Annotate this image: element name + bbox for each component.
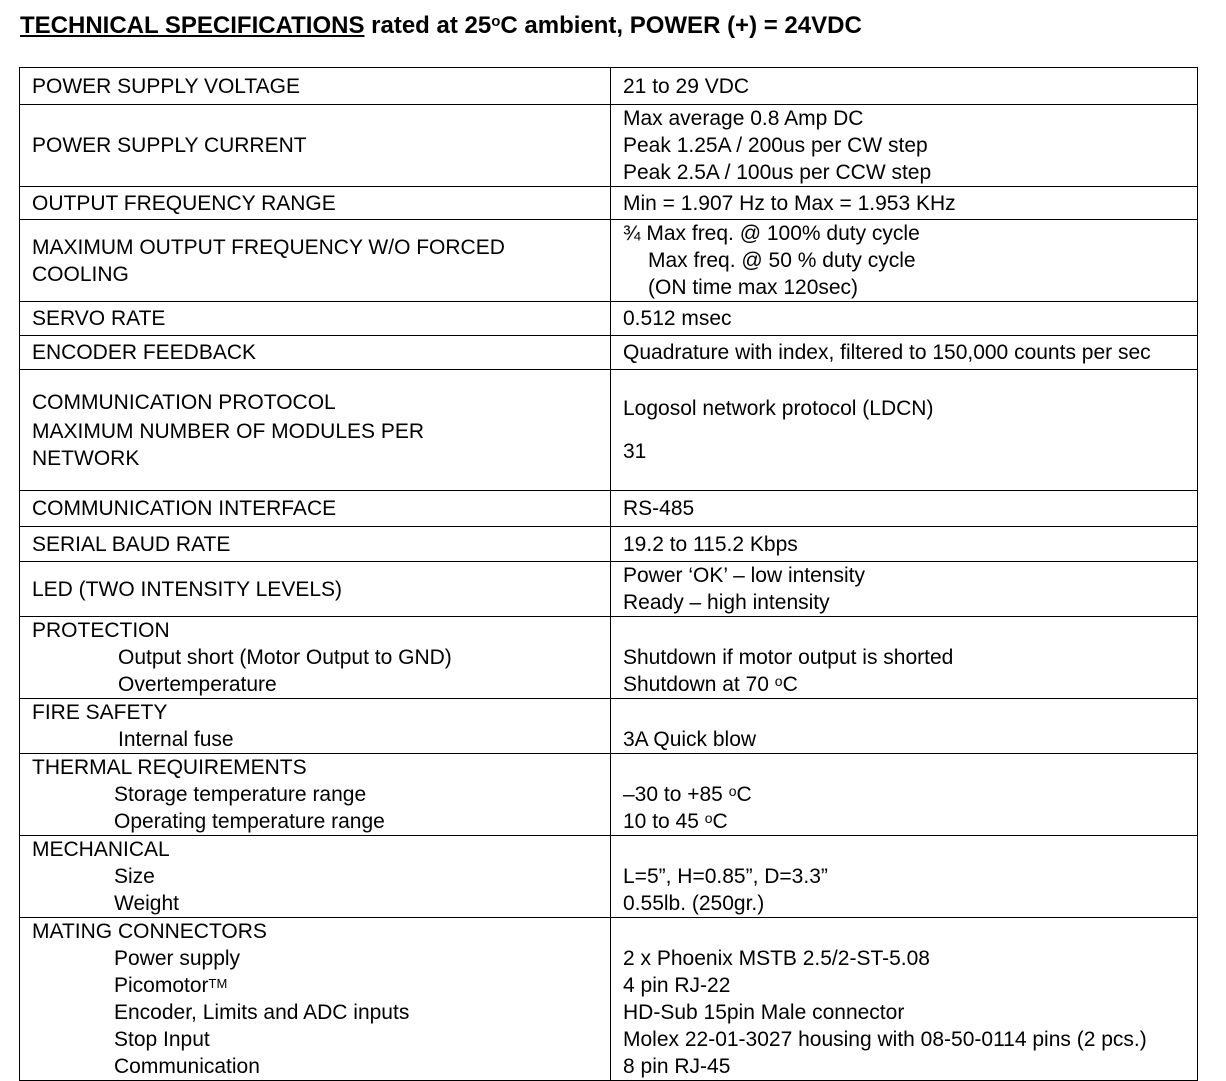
spec-value-line: Molex 22-01-3027 housing with 08-50-0114 pins (2 pcs.) [623,1028,1147,1051]
spec-label: COMMUNICATION INTERFACE [20,491,611,527]
spec-sub-label: Communication [114,1055,260,1078]
spec-value-line [623,781,1185,808]
spec-label [20,617,611,699]
spec-value-line: L=5”, H=0.85”, D=3.3” [623,865,828,888]
degree-symbol: o [728,783,737,799]
spec-label [20,220,611,302]
spec-sub-label: Internal fuse [118,728,234,751]
spec-sub-label [32,972,598,999]
spec-value-line: HD-Sub 15pin Male connector [623,1001,905,1024]
spec-value: Min = 1.907 Hz to Max = 1.953 KHz [611,187,1198,220]
spec-label-line: PROTECTION [32,619,170,642]
degree-symbol: o [704,810,713,826]
table-row [20,836,1198,918]
spec-label-line: MECHANICAL [32,838,170,861]
table-row [20,562,1198,617]
spec-value-text: 10 to 45 [623,810,705,833]
spec-value [611,836,1198,918]
table-row [20,302,1198,336]
spec-value: 21 to 29 VDC [611,68,1198,105]
spec-label: LED (TWO INTENSITY LEVELS) [20,562,611,617]
spec-value: 0.512 msec [611,302,1198,336]
spec-value-line: Ready – high intensity [623,591,830,614]
spec-value-line [623,836,1185,863]
table-row [20,918,1198,1081]
spec-value-line [623,918,1185,945]
spec-value-text: –30 to +85 [623,783,729,806]
degree-symbol: o [774,673,783,689]
spec-label-line: FIRE SAFETY [32,701,168,724]
spec-value [611,918,1198,1081]
spec-value-line: 31 [623,440,647,463]
title-degree: o [491,13,501,30]
spec-value-text: Shutdown at 70 [623,673,775,696]
spec-value [611,754,1198,836]
spec-sub-label-text: Picomotor [114,974,209,997]
table-row [20,699,1198,754]
title-heading: TECHNICAL SPECIFICATIONS [20,12,365,39]
table-row [20,220,1198,302]
spec-sub-label: Size [114,865,155,888]
spec-label-line: NETWORK [32,446,140,470]
spec-label [20,836,611,918]
spec-sub-label: Power supply [114,947,241,970]
spec-value-line [623,671,1185,698]
spec-value-line [623,699,1185,726]
spec-value-text: C [736,783,752,806]
table-row [20,187,1198,220]
spec-value-line: Peak 1.25A / 200us per CW step [623,134,928,157]
spec-value: 19.2 to 115.2 Kbps [611,527,1198,562]
spec-value-text: C [712,810,728,833]
spec-label-line: COMMUNICATION PROTOCOL [32,390,336,414]
spec-value [611,617,1198,699]
trademark-symbol: TM [208,976,228,991]
spec-value-line: Logosol network protocol (LDCN) [623,397,934,420]
spec-value-line: Peak 2.5A / 100us per CCW step [623,161,932,184]
spec-value-line: (ON time max 120sec) [648,276,859,299]
spec-label: OUTPUT FREQUENCY RANGE [20,187,611,220]
spec-value-line: ¾ Max freq. @ 100% duty cycle [623,222,920,245]
title-rated-prefix: rated at 25 [364,12,492,39]
spec-value-line: Shutdown if motor output is shorted [623,646,954,669]
spec-value [611,370,1198,491]
table-row [20,754,1198,836]
spec-value-line [623,617,1185,644]
spec-sub-label: Stop Input [114,1028,210,1051]
spec-label-line: MAXIMUM NUMBER OF MODULES PER [32,419,425,443]
spec-label-line: COOLING [32,262,129,286]
table-row [20,527,1198,562]
spec-sub-label: Operating temperature range [114,810,385,833]
spec-label: SERVO RATE [20,302,611,336]
spec-sub-label: Overtemperature [118,673,277,696]
spec-label: SERIAL BAUD RATE [20,527,611,562]
spec-sub-label: Storage temperature range [114,783,367,806]
spec-value: RS-485 [611,491,1198,527]
spec-label: POWER SUPPLY CURRENT [20,105,611,187]
table-row [20,336,1198,370]
spec-value-line: Power ‘OK’ – low intensity [623,564,865,587]
spec-value [611,562,1198,617]
spec-value-line: 4 pin RJ-22 [623,974,731,997]
spec-value-line [623,808,1185,835]
spec-label [20,370,611,491]
table-row [20,105,1198,187]
spec-table [19,67,1198,1081]
spec-value: Quadrature with index, filtered to 150,000 counts per sec [611,336,1198,370]
spec-value [611,105,1198,187]
spec-value-text: C [782,673,798,696]
spec-sub-label: Weight [114,892,179,915]
spec-value [611,699,1198,754]
spec-label-line: MATING CONNECTORS [32,920,267,943]
spec-label [20,754,611,836]
spec-label: ENCODER FEEDBACK [20,336,611,370]
spec-label-line: THERMAL REQUIREMENTS [32,756,307,779]
spec-sub-label: Encoder, Limits and ADC inputs [114,1001,410,1024]
spec-value-line [623,754,1185,781]
title-rated-suffix: C ambient, POWER (+) = 24VDC [500,12,862,39]
spec-label: POWER SUPPLY VOLTAGE [20,68,611,105]
table-row [20,68,1198,105]
spec-value-line: 2 x Phoenix MSTB 2.5/2-ST-5.08 [623,947,930,970]
spec-label-line: MAXIMUM OUTPUT FREQUENCY W/O FORCED [32,235,505,259]
table-row [20,617,1198,699]
spec-value-line: 0.55lb. (250gr.) [623,892,765,915]
table-row [20,491,1198,527]
page-title [20,10,862,42]
spec-value-line: 3A Quick blow [623,728,757,751]
spec-label [20,918,611,1081]
spec-value-line: Max freq. @ 50 % duty cycle [648,249,916,272]
spec-value-line: Max average 0.8 Amp DC [623,107,864,130]
spec-value [611,220,1198,302]
spec-value-line: 8 pin RJ-45 [623,1055,731,1078]
spec-label [20,699,611,754]
table-row [20,370,1198,491]
spec-sub-label: Output short (Motor Output to GND) [118,646,452,669]
